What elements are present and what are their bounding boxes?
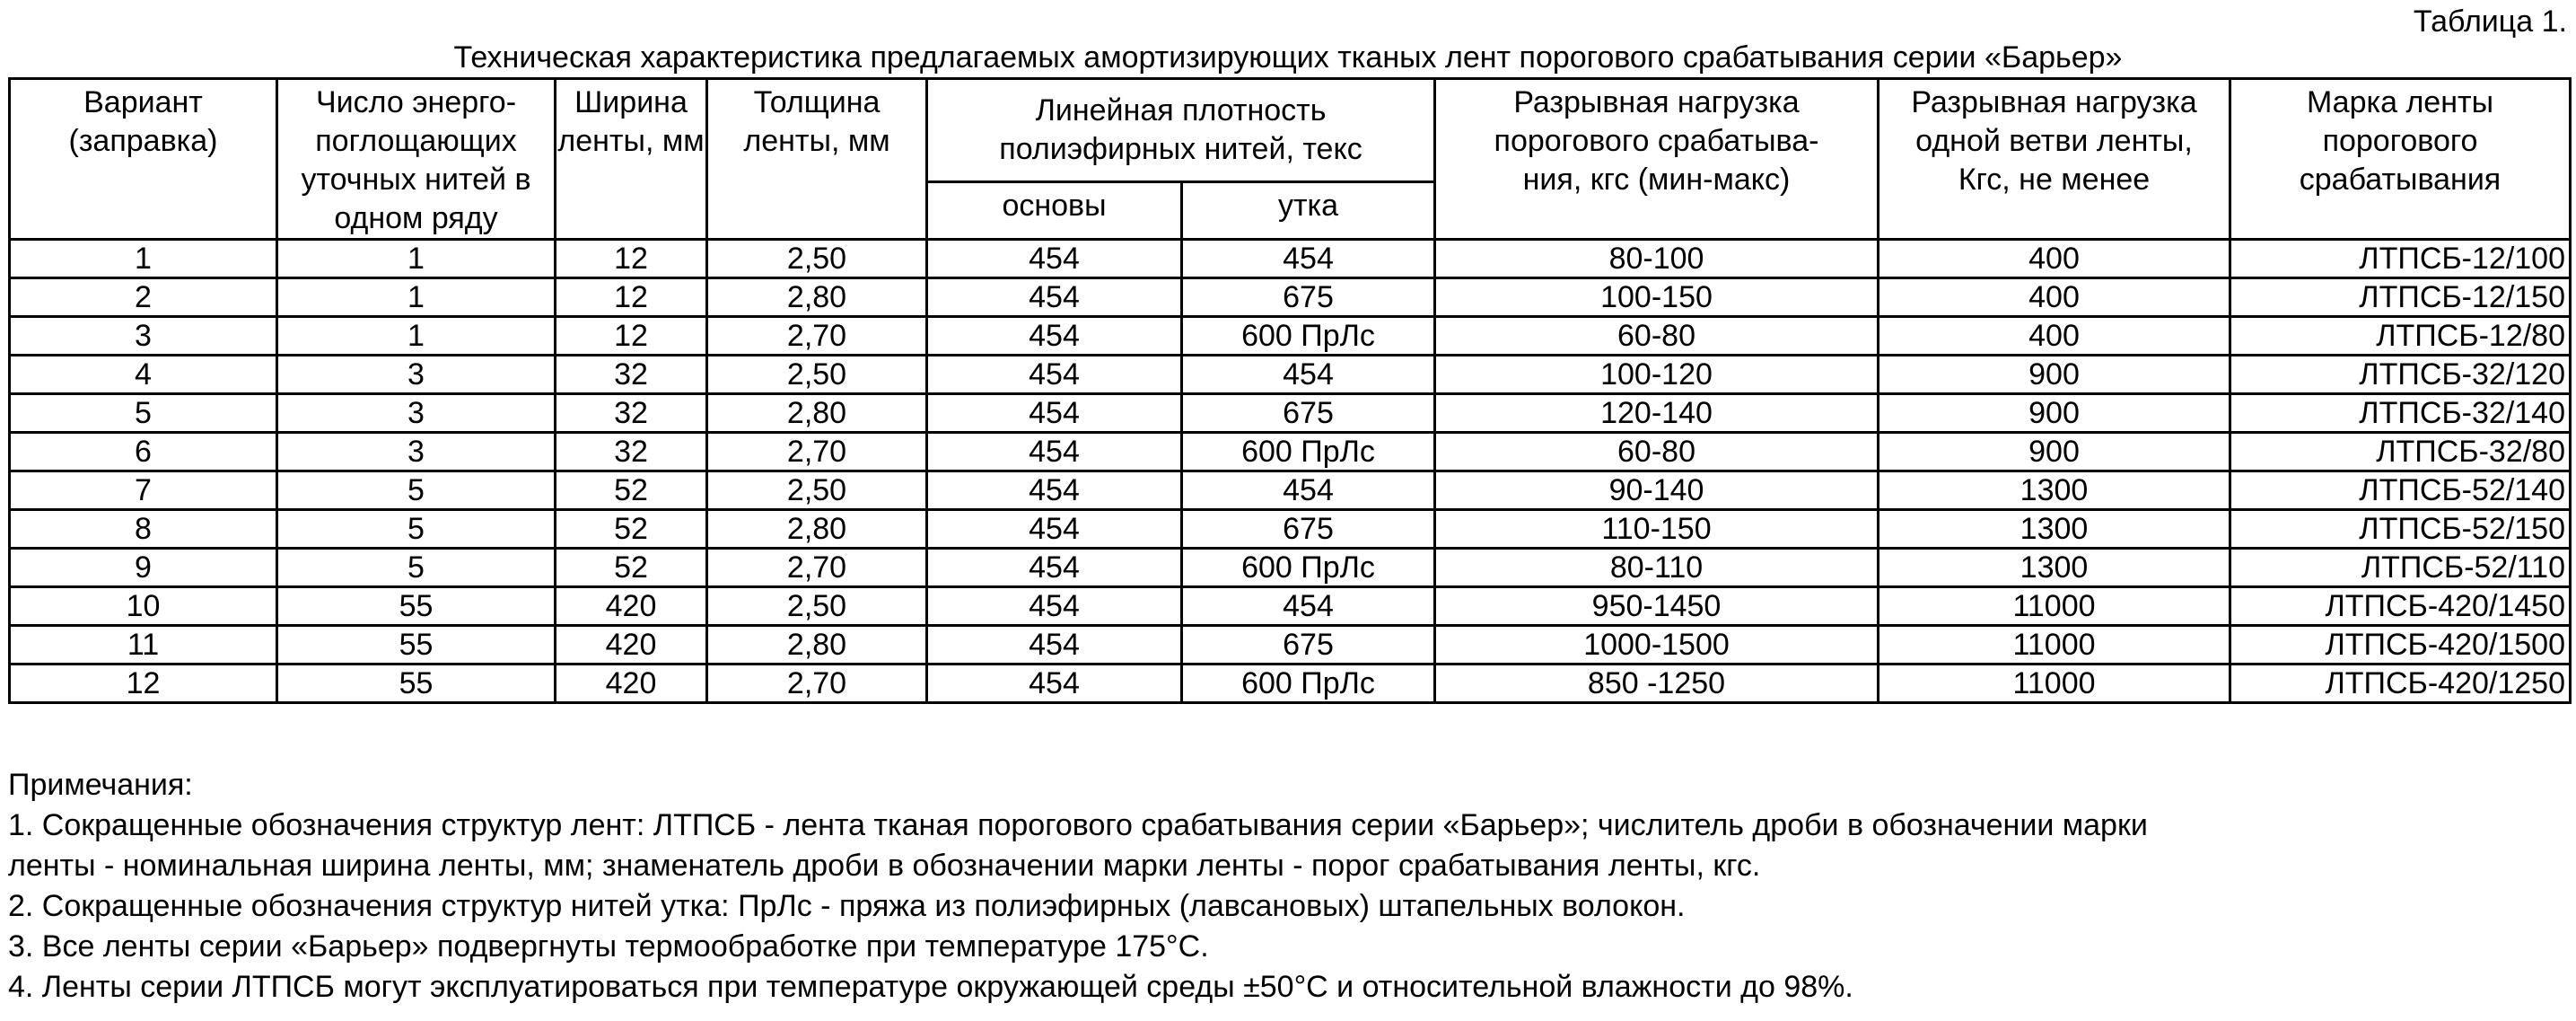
table-row xyxy=(10,626,2571,665)
cell-weft: 454 xyxy=(1182,240,1435,278)
cell-thickness: 2,70 xyxy=(707,665,927,703)
cell-variant: 4 xyxy=(10,356,277,394)
header-width xyxy=(556,79,707,240)
table-row xyxy=(10,587,2571,626)
header-line: порогового xyxy=(2322,124,2478,158)
table-row xyxy=(10,356,2571,394)
cell-branch-load: 1300 xyxy=(1879,471,2230,510)
header-line: одной ветви ленты, xyxy=(1915,124,2193,158)
cell-width: 12 xyxy=(556,317,707,356)
cell-width: 32 xyxy=(556,356,707,394)
cell-warp: 454 xyxy=(927,433,1182,471)
cell-threads: 1 xyxy=(277,317,556,356)
cell-branch-load: 400 xyxy=(1879,317,2230,356)
cell-thickness: 2,50 xyxy=(707,587,927,626)
cell-weft: 454 xyxy=(1182,471,1435,510)
table-row xyxy=(10,549,2571,587)
cell-weft: 675 xyxy=(1182,394,1435,433)
cell-mark: ЛТПСБ-52/150 xyxy=(2230,510,2571,549)
header-line: Разрывная нагрузка xyxy=(1911,85,2197,119)
cell-branch-load: 11000 xyxy=(1879,626,2230,665)
cell-load: 120-140 xyxy=(1435,394,1879,433)
cell-variant: 7 xyxy=(10,471,277,510)
header-weft: утка xyxy=(1182,181,1435,239)
cell-warp: 454 xyxy=(927,626,1182,665)
cell-threads: 55 xyxy=(277,665,556,703)
cell-variant: 3 xyxy=(10,317,277,356)
cell-thickness: 2,70 xyxy=(707,549,927,587)
cell-load: 90-140 xyxy=(1435,471,1879,510)
cell-mark: ЛТПСБ-420/1500 xyxy=(2230,626,2571,665)
cell-weft: 454 xyxy=(1182,587,1435,626)
cell-branch-load: 11000 xyxy=(1879,665,2230,703)
table-number-label: Таблица 1. xyxy=(2413,4,2567,39)
cell-variant: 8 xyxy=(10,510,277,549)
cell-thickness: 2,80 xyxy=(707,626,927,665)
cell-variant: 10 xyxy=(10,587,277,626)
notes xyxy=(8,765,2566,1008)
cell-variant: 6 xyxy=(10,433,277,471)
cell-mark: ЛТПСБ-52/110 xyxy=(2230,549,2571,587)
cell-threads: 55 xyxy=(277,587,556,626)
cell-branch-load: 1300 xyxy=(1879,510,2230,549)
cell-mark: ЛТПСБ-420/1250 xyxy=(2230,665,2571,703)
header-branch-load xyxy=(1879,79,2230,240)
cell-threads: 5 xyxy=(277,510,556,549)
cell-warp: 454 xyxy=(927,240,1182,278)
cell-mark: ЛТПСБ-32/80 xyxy=(2230,433,2571,471)
cell-weft: 600 ПрЛс xyxy=(1182,433,1435,471)
cell-thickness: 2,70 xyxy=(707,433,927,471)
table-row xyxy=(10,433,2571,471)
header-line: Толщина xyxy=(753,85,881,119)
cell-threads: 1 xyxy=(277,278,556,317)
header-line: срабатывания xyxy=(2299,163,2502,197)
cell-warp: 454 xyxy=(927,665,1182,703)
cell-warp: 454 xyxy=(927,549,1182,587)
cell-width: 420 xyxy=(556,587,707,626)
note-line: ленты - номинальная ширина ленты, мм; знаменатель дроби в обозначении марки ленты - порог срабатывания ленты, кгс. xyxy=(8,849,1761,883)
cell-variant: 11 xyxy=(10,626,277,665)
cell-width: 420 xyxy=(556,665,707,703)
cell-width: 32 xyxy=(556,433,707,471)
cell-mark: ЛТПСБ-32/120 xyxy=(2230,356,2571,394)
cell-load: 100-150 xyxy=(1435,278,1879,317)
table-header xyxy=(10,79,2571,240)
header-line: Ширина xyxy=(574,85,688,119)
cell-mark: ЛТПСБ-420/1450 xyxy=(2230,587,2571,626)
table-row xyxy=(10,317,2571,356)
cell-warp: 454 xyxy=(927,471,1182,510)
spec-table xyxy=(8,77,2572,704)
cell-width: 52 xyxy=(556,471,707,510)
cell-load: 80-110 xyxy=(1435,549,1879,587)
table-caption: Техническая характеристика предлагаемых амортизирующих тканых лент порогового срабатывания серии «Барьер» xyxy=(453,40,2123,75)
note-line: 1. Сокращенные обозначения структур лент: ЛТПСБ - лента тканая порогового срабатывания серии «Барьер»; числитель дроби в обозначении марки xyxy=(8,808,2148,842)
notes-title: Примечания: xyxy=(8,768,193,802)
table-row xyxy=(10,240,2571,278)
cell-threads: 3 xyxy=(277,394,556,433)
cell-mark: ЛТПСБ-12/150 xyxy=(2230,278,2571,317)
cell-thickness: 2,50 xyxy=(707,356,927,394)
cell-variant: 1 xyxy=(10,240,277,278)
header-mark xyxy=(2230,79,2571,240)
cell-variant: 2 xyxy=(10,278,277,317)
header-load xyxy=(1435,79,1879,240)
header-variant xyxy=(10,79,277,240)
cell-weft: 600 ПрЛс xyxy=(1182,317,1435,356)
cell-weft: 600 ПрЛс xyxy=(1182,549,1435,587)
cell-load: 950-1450 xyxy=(1435,587,1879,626)
table-body xyxy=(10,240,2571,703)
cell-warp: 454 xyxy=(927,510,1182,549)
cell-thickness: 2,70 xyxy=(707,317,927,356)
cell-warp: 454 xyxy=(927,587,1182,626)
cell-branch-load: 400 xyxy=(1879,278,2230,317)
cell-mark: ЛТПСБ-12/80 xyxy=(2230,317,2571,356)
note-line: 3. Все ленты серии «Барьер» подвергнуты термообработке при температуре 175°С. xyxy=(8,929,1209,964)
cell-threads: 1 xyxy=(277,240,556,278)
cell-branch-load: 400 xyxy=(1879,240,2230,278)
cell-threads: 3 xyxy=(277,356,556,394)
cell-width: 52 xyxy=(556,549,707,587)
cell-branch-load: 900 xyxy=(1879,356,2230,394)
table-row xyxy=(10,510,2571,549)
header-thickness xyxy=(707,79,927,240)
cell-width: 420 xyxy=(556,626,707,665)
cell-load: 1000-1500 xyxy=(1435,626,1879,665)
cell-warp: 454 xyxy=(927,317,1182,356)
cell-thickness: 2,80 xyxy=(707,510,927,549)
header-line: Марка ленты xyxy=(2306,85,2494,119)
cell-variant: 5 xyxy=(10,394,277,433)
cell-weft: 675 xyxy=(1182,278,1435,317)
header-line: ленты, мм xyxy=(557,124,705,158)
header-line: Линейная плотность xyxy=(1035,92,1327,128)
header-line: поглощающих xyxy=(315,124,517,158)
header-line: уточных нитей в xyxy=(301,163,531,197)
cell-load: 110-150 xyxy=(1435,510,1879,549)
cell-width: 12 xyxy=(556,240,707,278)
table-row xyxy=(10,665,2571,703)
header-threads xyxy=(277,79,556,240)
header-line: ленты, мм xyxy=(743,124,890,158)
cell-branch-load: 900 xyxy=(1879,433,2230,471)
cell-warp: 454 xyxy=(927,394,1182,433)
header-line: Вариант xyxy=(83,85,203,119)
cell-width: 32 xyxy=(556,394,707,433)
cell-warp: 454 xyxy=(927,278,1182,317)
cell-branch-load: 900 xyxy=(1879,394,2230,433)
header-line: Кгс, не менее xyxy=(1958,163,2151,197)
cell-load: 80-100 xyxy=(1435,240,1879,278)
cell-weft: 675 xyxy=(1182,510,1435,549)
header-line: одном ряду xyxy=(334,201,498,235)
header-line: (заправка) xyxy=(68,124,218,158)
cell-threads: 5 xyxy=(277,471,556,510)
cell-weft: 675 xyxy=(1182,626,1435,665)
header-line: полиэфирных нитей, текс xyxy=(999,131,1362,166)
cell-branch-load: 11000 xyxy=(1879,587,2230,626)
cell-threads: 55 xyxy=(277,626,556,665)
cell-variant: 12 xyxy=(10,665,277,703)
cell-threads: 3 xyxy=(277,433,556,471)
cell-weft: 600 ПрЛс xyxy=(1182,665,1435,703)
header-line: порогового срабатыва- xyxy=(1494,124,1819,158)
cell-mark: ЛТПСБ-52/140 xyxy=(2230,471,2571,510)
table-row xyxy=(10,278,2571,317)
cell-thickness: 2,80 xyxy=(707,394,927,433)
header-line: Разрывная нагрузка xyxy=(1513,85,1800,119)
cell-load: 60-80 xyxy=(1435,317,1879,356)
cell-width: 12 xyxy=(556,278,707,317)
note-line: 4. Ленты серии ЛТПСБ могут эксплуатироваться при температуре окружающей среды ±50°С и относительной влажности до 98%. xyxy=(8,970,1853,1004)
note-line: 2. Сокращенные обозначения структур нитей утка: ПрЛс - пряжа из полиэфирных (лавсановых) штапельных волокон. xyxy=(8,889,1686,923)
header-density xyxy=(927,79,1435,182)
cell-mark: ЛТПСБ-32/140 xyxy=(2230,394,2571,433)
header-warp: основы xyxy=(927,181,1182,239)
cell-load: 100-120 xyxy=(1435,356,1879,394)
cell-width: 52 xyxy=(556,510,707,549)
cell-variant: 9 xyxy=(10,549,277,587)
cell-weft: 454 xyxy=(1182,356,1435,394)
header-line: Число энерго- xyxy=(315,85,517,119)
table-row xyxy=(10,394,2571,433)
cell-branch-load: 1300 xyxy=(1879,549,2230,587)
cell-load: 60-80 xyxy=(1435,433,1879,471)
cell-thickness: 2,80 xyxy=(707,278,927,317)
cell-threads: 5 xyxy=(277,549,556,587)
cell-thickness: 2,50 xyxy=(707,471,927,510)
header-line: ния, кгс (мин-макс) xyxy=(1522,163,1791,197)
cell-mark: ЛТПСБ-12/100 xyxy=(2230,240,2571,278)
table-row xyxy=(10,471,2571,510)
cell-load: 850 -1250 xyxy=(1435,665,1879,703)
cell-thickness: 2,50 xyxy=(707,240,927,278)
cell-warp: 454 xyxy=(927,356,1182,394)
